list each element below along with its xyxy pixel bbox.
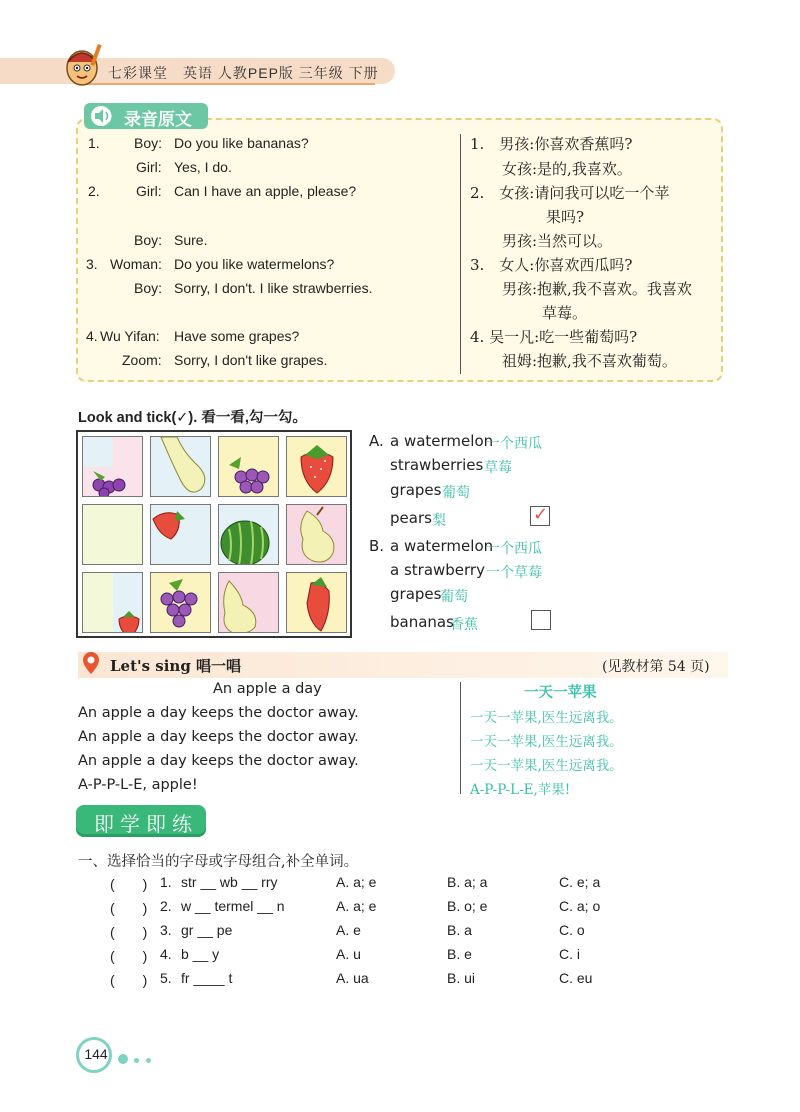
song-line-cn: 一天一苹果,医生远离我。 (470, 734, 623, 750)
answer-paren[interactable]: ( ) (110, 876, 148, 892)
rec-en-speaker: Boy: (134, 280, 163, 296)
option-a-word-cn: 一个西瓜 (486, 436, 542, 452)
song-title-cn: 一天一苹果 (524, 684, 597, 701)
look-tick-title: Look and tick(✓). 看一看,勾一勾。 (78, 410, 307, 426)
decor-dot (118, 1054, 128, 1064)
rec-en-text: Sure. (174, 232, 208, 248)
sing-reference: (见教材第 54 页) (602, 659, 710, 675)
choice-c: C. o (559, 922, 585, 938)
choice-c: C. e; a (559, 874, 601, 890)
question-word: w __ termel __ n (181, 898, 285, 914)
recording-divider (460, 134, 461, 374)
rec-en-speaker: Woman: (110, 256, 162, 272)
question-number: 1. (160, 874, 172, 890)
question-number: 4. (160, 946, 172, 962)
sing-title: Let's sing 唱一唱 (110, 657, 242, 675)
rec-cn-line: 2. 女孩:请问我可以吃一个苹 (470, 184, 670, 202)
choice-b: B. a (447, 922, 472, 938)
choice-b: B. a; a (447, 874, 488, 890)
rec-en-speaker: Boy: (134, 135, 163, 151)
rec-en-speaker: Zoom: (122, 352, 162, 368)
pear-picture-icon (286, 504, 347, 565)
option-a-word: pears (390, 509, 432, 527)
option-b-checkbox[interactable] (531, 610, 551, 630)
option-b-word: a strawberry (390, 561, 485, 579)
strawberry-picture-icon (286, 436, 347, 497)
choice-c: C. eu (559, 970, 593, 986)
pear-picture-icon (150, 436, 211, 497)
answer-paren[interactable]: ( ) (110, 924, 148, 940)
rec-en-speaker: Wu Yifan: (100, 328, 160, 344)
rec-cn-line: 祖姆:抱歉,我不喜欢葡萄。 (502, 352, 677, 370)
choice-b: B. ui (447, 970, 476, 986)
option-a-word: grapes (390, 481, 442, 499)
rec-cn-line: 3. 女人:你喜欢西瓜吗? (470, 256, 633, 274)
song-line-en: A-P-P-L-E, apple! (78, 777, 198, 793)
rec-en-text: Sorry, I don't. I like strawberries. (174, 280, 373, 296)
grapes-picture-icon (150, 572, 211, 633)
option-a-word: a watermelon (390, 432, 494, 450)
rec-en-speaker: Boy: (134, 232, 163, 248)
rec-en-text: Do you like bananas? (174, 135, 309, 151)
option-b-word-cn: 香蕉 (450, 617, 478, 633)
question-word: gr __ pe (181, 922, 233, 938)
option-a-word-cn: 葡萄 (442, 485, 470, 501)
rec-en-speaker: Girl: (136, 159, 162, 175)
rec-en-speaker: Girl: (136, 183, 162, 199)
option-a-word: strawberries (390, 456, 484, 474)
page-number: 144 (84, 1046, 108, 1062)
song-line-en: An apple a day keeps the doctor away. (78, 729, 359, 745)
rec-en-no: 2. (88, 183, 100, 199)
rec-cn-line: 4. 吴一凡:吃一些葡萄吗? (470, 328, 638, 346)
strawberry-picture-icon (82, 572, 143, 633)
rec-en-no: 4. (86, 328, 98, 344)
location-pin-icon (82, 651, 100, 675)
choice-a: A. ua (336, 970, 369, 986)
song-line-cn: 一天一苹果,医生远离我。 (470, 758, 623, 774)
rec-en-text: Can I have an apple, please? (174, 183, 357, 199)
option-b-word: a watermelon (390, 537, 494, 555)
option-b-word: bananas (390, 613, 454, 631)
song-line-en: An apple a day keeps the doctor away. (78, 753, 359, 769)
strawberry-picture-icon (286, 572, 347, 633)
rec-en-no: 3. (86, 256, 98, 272)
question-number: 2. (160, 898, 172, 914)
song-line-cn: 一天一苹果,医生远离我。 (470, 710, 623, 726)
option-a-label: A. (369, 432, 384, 450)
rec-cn-line: 1. 男孩:你喜欢香蕉吗? (470, 135, 633, 153)
strawberry-picture-icon (150, 504, 211, 565)
grapes-picture-icon (218, 436, 279, 497)
header-rule (85, 83, 375, 85)
option-b-word-cn: 一个草莓 (486, 565, 542, 581)
rec-cn-line: 果吗? (546, 208, 585, 226)
header-title: 七彩课堂 英语 人教PEP版 三年级 下册 (108, 65, 379, 81)
rec-en-text: Have some grapes? (174, 328, 300, 344)
song-divider (460, 682, 461, 794)
watermelon-picture-icon (218, 504, 279, 565)
grapes-picture-icon (82, 436, 143, 497)
song-line-en: An apple a day keeps the doctor away. (78, 705, 359, 721)
rec-cn-line: 女孩:是的,我喜欢。 (502, 160, 632, 178)
question-word: fr ____ t (181, 970, 233, 986)
choice-c: C. a; o (559, 898, 601, 914)
rec-en-text: Do you like watermelons? (174, 256, 335, 272)
empty-picture-cell (82, 504, 143, 565)
option-b-word-cn: 葡萄 (440, 589, 468, 605)
option-a-checkbox[interactable] (530, 506, 550, 526)
answer-paren[interactable]: ( ) (110, 900, 148, 916)
check-icon: ✓ (533, 504, 549, 524)
choice-b: B. o; e (447, 898, 488, 914)
practice-tag-label: 即学即练 (94, 812, 198, 836)
rec-en-text: Yes, I do. (174, 159, 232, 175)
option-a-word-cn: 梨 (432, 513, 446, 529)
song-title-en: An apple a day (213, 681, 322, 697)
choice-c: C. i (559, 946, 580, 962)
question-number: 5. (160, 970, 172, 986)
option-b-label: B. (369, 537, 385, 555)
choice-a: A. u (336, 946, 361, 962)
recording-tag-label: 录音原文 (124, 110, 192, 129)
choice-a: A. a; e (336, 898, 377, 914)
rec-en-text: Sorry, I don't like grapes. (174, 352, 328, 368)
pear-picture-icon (218, 572, 279, 633)
option-b-word-cn: 一个西瓜 (486, 541, 542, 557)
question-word: str __ wb __ rry (181, 874, 278, 890)
fruit-grid (76, 430, 352, 638)
choice-b: B. e (447, 946, 472, 962)
choice-a: A. e (336, 922, 361, 938)
mascot-icon (58, 40, 108, 88)
decor-dot (134, 1058, 139, 1063)
practice-heading: 一、选择恰当的字母或字母组合,补全单词。 (78, 854, 359, 870)
rec-en-no: 1. (88, 135, 100, 151)
option-b-word: grapes (390, 585, 442, 603)
answer-paren[interactable]: ( ) (110, 948, 148, 964)
rec-cn-line: 男孩:当然可以。 (502, 232, 613, 250)
answer-paren[interactable]: ( ) (110, 972, 148, 988)
decor-dot (146, 1058, 151, 1063)
speaker-icon (90, 105, 116, 127)
question-word: b __ y (181, 946, 220, 962)
rec-cn-line: 草莓。 (542, 304, 588, 322)
song-line-cn: A-P-P-L-E,苹果! (470, 782, 571, 798)
question-number: 3. (160, 922, 172, 938)
option-a-word-cn: 草莓 (484, 460, 512, 476)
choice-a: A. a; e (336, 874, 377, 890)
rec-cn-line: 男孩:抱歉,我不喜欢。我喜欢 (502, 280, 692, 298)
